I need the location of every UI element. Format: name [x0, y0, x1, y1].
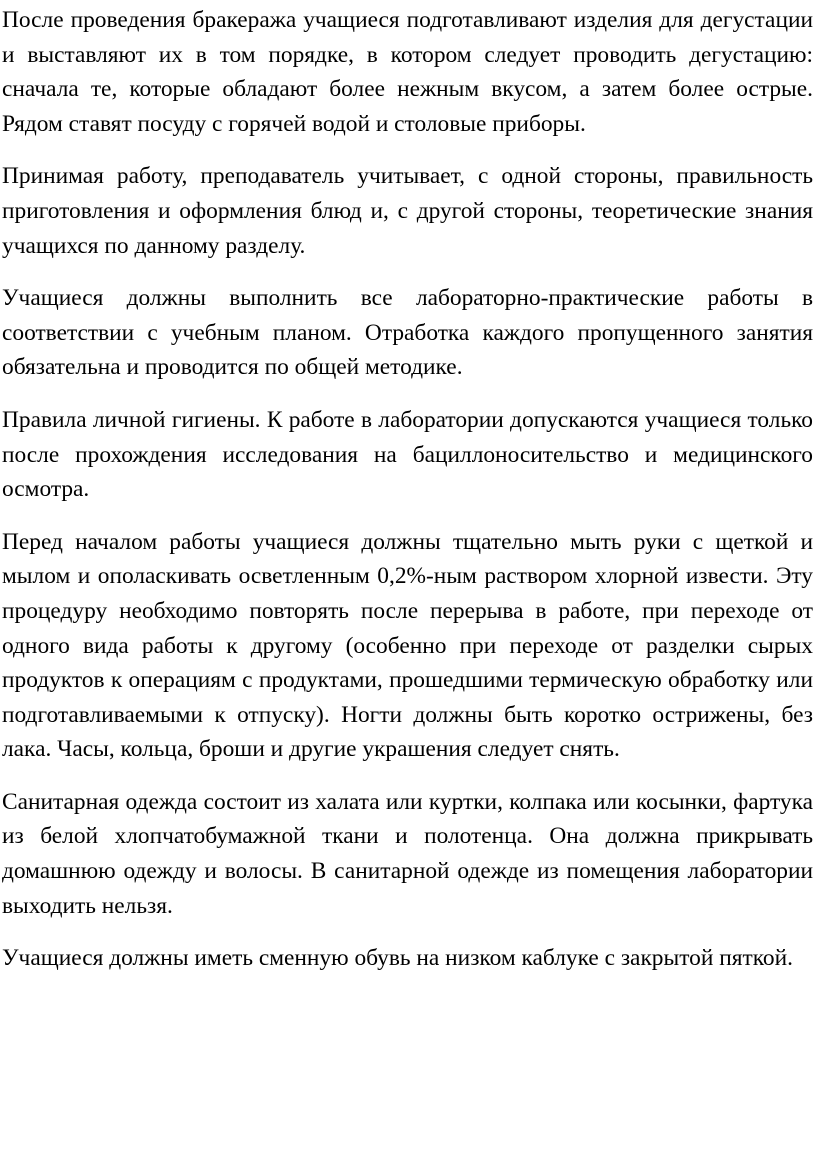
paragraph-replacement-shoes: Учащиеся должны иметь сменную обувь на низком каблуке с закрытой пяткой. — [2, 945, 793, 972]
paragraph-sanitary-clothing: Санитарная одежда состоит из халата или куртки, колпака или косынки, фартука из белой хлопчатобумажной ткани и полотенца. Она должна прикрывать домашнюю одежду и волосы. В санитарной одежде из помещения лаборатории выходить нельзя. — [2, 788, 813, 919]
paragraph-lab-work-requirements: Учащиеся должны выполнить все лабораторно-практические работы в соответствии с учебным планом. Отработка каждого пропущенного занятия обязательна и проводится по общей методике. — [2, 285, 813, 381]
paragraph-tasting-order: После проведения бракеража учащиеся подготавливают изделия для дегустации и выставляют их в том порядке, в котором следует проводить дегустацию: сначала те, которые обладают более нежным вкусом, а затем более острые. Рядом ставят посуду с горячей водой и столовые приборы. — [2, 7, 813, 137]
paragraph-personal-hygiene-rules: Правила личной гигиены. К работе в лаборатории допускаются учащиеся только после прохождения исследования на бациллоносительство и медицинского осмотра. — [2, 406, 813, 503]
paragraph-hand-washing: Перед началом работы учащиеся должны тщательно мыть руки с щеткой и мылом и ополаскивать осветленным 0,2%-ным раствором хлорной извести. Эту процедуру необходимо повторять после перерыва в работе, при переходе от одного вида работы к другому (особенно при переходе от разделки сырых продуктов к операциям с продуктами, прошедшими термическую обработку или подготавливаемыми к отпуску). Ногти должны быть коротко острижены, без лака. Часы, кольца, броши и другие украшения следует снять. — [2, 528, 813, 763]
paragraph-teacher-assessment: Принимая работу, преподаватель учитывает, с одной стороны, правильность приготовления и оформления блюд и, с другой стороны, теоретические знания учащихся по данному разделу. — [2, 163, 813, 259]
